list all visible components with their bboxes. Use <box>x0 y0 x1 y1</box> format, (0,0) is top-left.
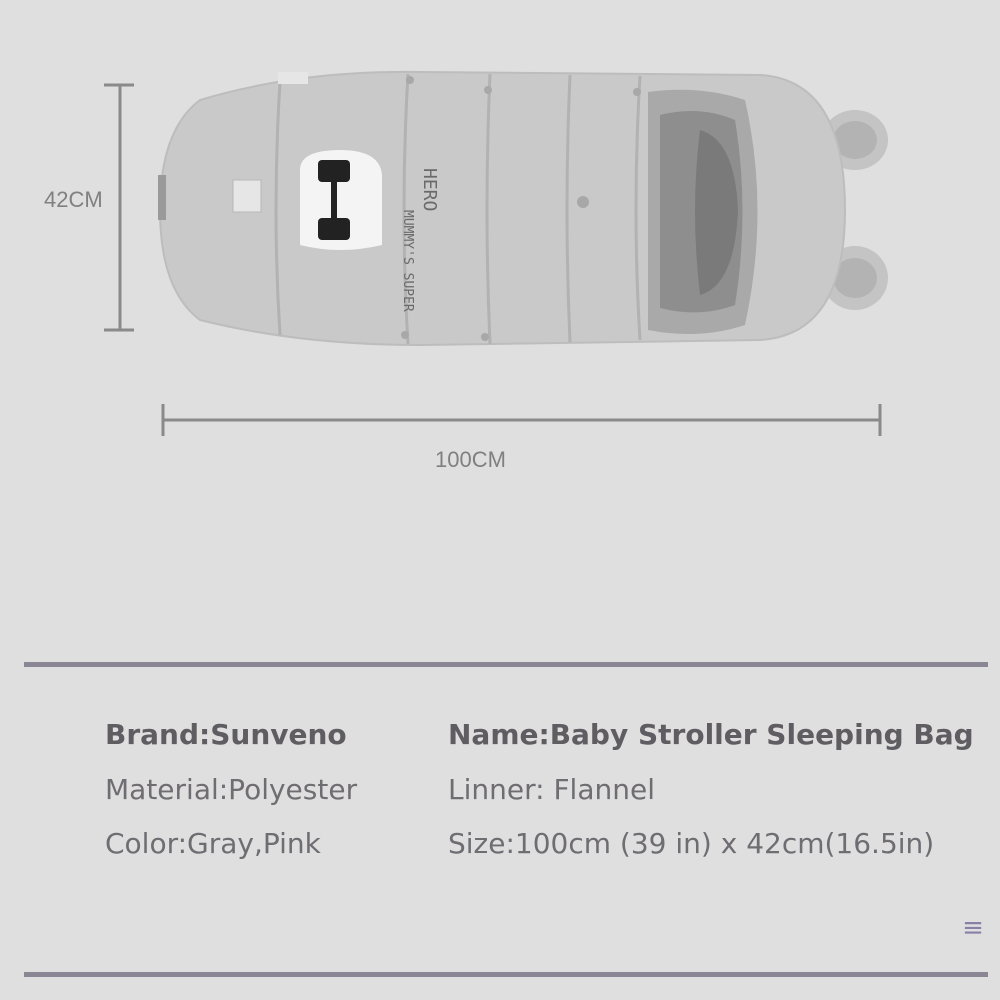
width-label: 100CM <box>435 447 506 472</box>
spec-brand: Brand:Sunveno <box>105 718 347 751</box>
height-label: 42CM <box>44 187 103 212</box>
spec-linner: Linner: Flannel <box>448 773 655 806</box>
bag-print-text-line2: HERO <box>419 168 440 212</box>
top-divider <box>24 662 988 667</box>
width-dimension-line <box>163 404 880 436</box>
spec-size: Size:100cm (39 in) x 42cm(16.5in) <box>448 827 935 860</box>
spec-material: Material:Polyester <box>105 773 358 806</box>
mascot-print <box>300 150 382 250</box>
bottom-divider <box>24 972 988 977</box>
brand-tag <box>233 180 261 212</box>
bag-print-text-line1: MUMMY'S SUPER <box>400 210 415 312</box>
height-dimension-line <box>104 85 134 330</box>
spec-name: Name:Baby Stroller Sleeping Bag <box>448 718 974 751</box>
menu-icon[interactable]: ≡ <box>962 913 984 943</box>
spec-color: Color:Gray,Pink <box>105 827 321 860</box>
